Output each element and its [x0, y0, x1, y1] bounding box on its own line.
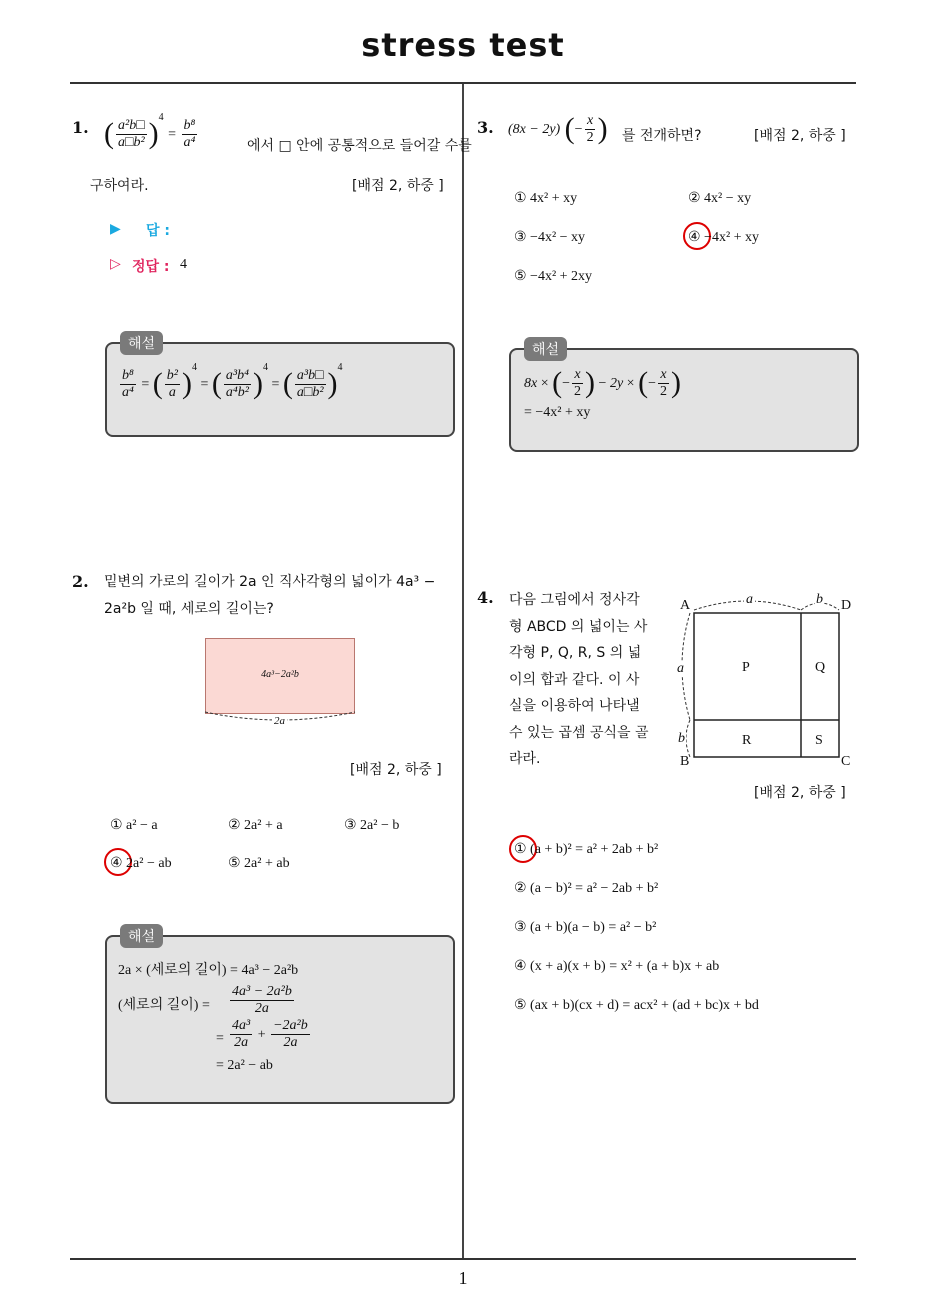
q3-score: [배점 2, 하중 ]	[754, 128, 846, 144]
q4-text-line: 수 있는 곱셈 공식을 골	[509, 724, 649, 741]
q3-choice-1[interactable]: ① 4x² + xy	[514, 191, 578, 206]
q3-text: 를 전개하면?	[622, 128, 702, 144]
q4-label-a-left: a	[677, 661, 684, 676]
q2-sol-frac-2: $\frac{\text{4a³}}{2a}$ + $\frac{\text{−2a²b}}{2a}$	[232, 1018, 308, 1050]
q3-sol-line-2: = −4x² + xy	[524, 405, 591, 420]
q1-correct-value: 4	[180, 257, 187, 272]
q4-text-line: 실을 이용하여 나타낼	[509, 698, 640, 714]
q4-text-line: 이의 합과 같다. 이 사	[509, 671, 640, 688]
q2-choice-1[interactable]: ① a² − a	[110, 818, 158, 833]
q1-text-2: 구하여라.	[90, 178, 149, 194]
q2-sol-line-4: = 2a² − ab	[216, 1058, 273, 1073]
page-number: 1	[458, 1268, 468, 1288]
q1-score: [배점 2, 하중 ]	[352, 178, 444, 194]
q4-region-S: S	[815, 733, 823, 748]
q4-label-B: B	[680, 754, 690, 769]
q1-correct-label: 정답 :	[132, 259, 170, 275]
q4-choice-4[interactable]: ④ (x + a)(x + b) = x² + (a + b)x + ab	[514, 959, 720, 974]
q4-choice-3[interactable]: ③ (a + b)(a − b) = a² − b²	[514, 920, 657, 935]
answer-arrow-icon: ▶	[110, 221, 121, 237]
q3-choice-2[interactable]: ② 4x² − xy	[688, 191, 752, 206]
q4-text-line: 다음 그림에서 정사각	[509, 592, 640, 608]
page-title: stress test	[361, 26, 565, 64]
q1-solution-formula: $\frac{\text{b⁸}}{\text{a⁴}}$ = ( $\frac{\text{b²}}{a}$ )$^4$ = ( $\frac{\text{a³b⁴}}{\text{a⁴b²}}$ )$^4$ = ( $\frac{\text{a³b□}}{\text{a□b²}}$ )$^4$	[122, 362, 343, 400]
q4-text-line: 라라.	[509, 751, 541, 767]
q4-text-line: 형 ABCD 의 넓이는 사	[509, 618, 648, 635]
q4-text-line: 각형 P, Q, R, S 의 넓	[509, 645, 642, 661]
q4-square-figure	[670, 590, 860, 770]
q2-figure-area-label: 4a³−2a²b	[261, 669, 299, 680]
q3-choice-3[interactable]: ③ −4x² − xy	[514, 230, 586, 245]
q2-sol-lhs: (세로의 길이) =	[118, 998, 210, 1013]
q3-solution-formula: 8x × (− $\frac{x}{2}$ ) − 2y × (− $\frac{x}{2}$ )	[524, 366, 681, 399]
q4-score: [배점 2, 하중 ]	[754, 785, 846, 801]
q2-text-1: 밑변의 가로의 길이가 2a 인 직사각형의 넓이가 4a³ −	[104, 574, 436, 590]
q4-text	[509, 587, 649, 773]
q2-choice-5[interactable]: ⑤ 2a² + ab	[228, 856, 290, 871]
q2-figure-base-label: 2a	[274, 715, 285, 727]
q2-text-2: 2a²b 일 때, 세로의 길이는?	[104, 601, 274, 617]
q4-label-b-left: b	[678, 731, 685, 746]
q2-sol-line-1: 2a × (세로의 길이) = 4a³ − 2a²b	[118, 963, 299, 978]
footer-rule	[70, 1258, 856, 1260]
q4-label-b-top: b	[816, 592, 823, 607]
q4-region-P: P	[742, 660, 750, 675]
q2-sol-frac-1: $\frac{\text{4a³ − 2a²b}}{2a}$	[232, 984, 292, 1016]
q4-choice-1[interactable]: ① (a + b)² = a² + 2ab + b²	[514, 842, 659, 857]
q3-solution-box	[509, 348, 859, 452]
q1-text: 에서 □ 안에 공통적으로 들어갈 수를	[247, 138, 472, 154]
q1-answer-label: 답 :	[146, 223, 170, 239]
q2-sol-eq: =	[216, 1031, 224, 1046]
q1-solution-tag: 해설	[120, 331, 163, 355]
q4-label-A: A	[680, 598, 691, 613]
q1-formula: ( $\frac{\text{a²b□}}{\text{a□b²}}$ )$^4$ = $\frac{\text{b⁸}}{\text{a⁴}}$	[104, 112, 196, 150]
q2-choice-3[interactable]: ③ 2a² − b	[344, 818, 400, 833]
correct-arrow-icon: ▷	[110, 256, 121, 272]
q2-choice-4[interactable]: ④ 2a² − ab	[110, 856, 172, 871]
q2-solution-tag: 해설	[120, 924, 163, 948]
q4-label-C: C	[841, 754, 851, 769]
q2-score: [배점 2, 하중 ]	[350, 762, 442, 778]
q4-choice-5[interactable]: ⑤ (ax + b)(cx + d) = acx² + (ad + bc)x + bd	[514, 998, 759, 1013]
q2-number: 2.	[72, 572, 89, 591]
q3-choice-5[interactable]: ⑤ −4x² + 2xy	[514, 269, 593, 284]
q3-number: 3.	[477, 118, 494, 137]
q3-solution-tag: 해설	[524, 337, 567, 361]
column-divider	[462, 84, 464, 1258]
q3-choice-4[interactable]: ④ −4x² + xy	[688, 230, 760, 245]
q2-choice-2[interactable]: ② 2a² + a	[228, 818, 283, 833]
q4-label-a-top: a	[746, 592, 753, 607]
q3-formula: (8x − 2y) (− $\frac{x}{2}$ )	[508, 112, 608, 145]
q4-choice-2[interactable]: ② (a − b)² = a² − 2ab + b²	[514, 881, 659, 896]
q4-number: 4.	[477, 588, 494, 607]
q4-region-Q: Q	[815, 660, 826, 675]
q4-region-R: R	[742, 733, 752, 748]
q1-number: 1.	[72, 118, 89, 137]
q4-label-D: D	[841, 598, 852, 613]
